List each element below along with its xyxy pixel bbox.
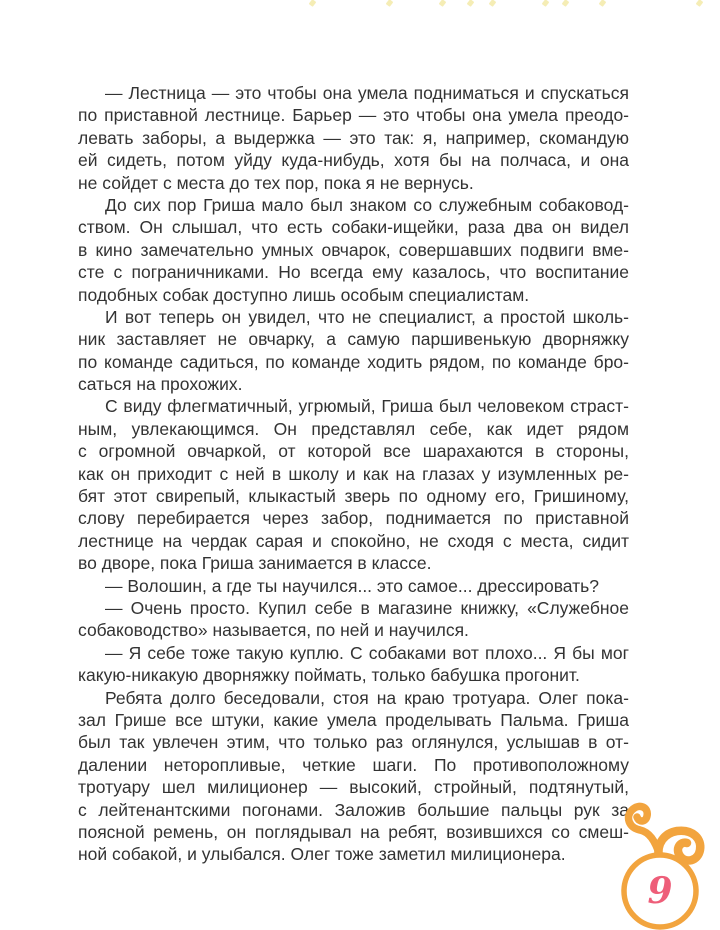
text-line: сте с пограничниками. Но всегда ему казалось, что воспитание xyxy=(78,262,629,283)
text-line: по команде садиться, по команде ходить рядом, по команде бро- xyxy=(78,351,629,372)
text-line: с лейтенантскими погонами. Заложив большие пальцы рук за xyxy=(78,799,629,820)
text-line: ей сидеть, потом уйду куда-нибудь, хотя бы на полчаса, и она xyxy=(78,150,629,171)
text-line: Ребята долго беседовали, стоя на краю тротуара. Олег пока- xyxy=(105,687,629,708)
text-line: — Лестница — это чтобы она умела подниматься и спускаться xyxy=(105,83,629,103)
text-line: тротуару шел милиционер — высокий, стройный, подтянутый, xyxy=(78,777,629,798)
text-line: с огромной овчаркой, от которой все шарахаются в стороны, xyxy=(78,441,629,462)
text-line: С виду флегматичный, угрюмый, Гриша был человеком страст- xyxy=(105,396,629,417)
paragraph xyxy=(78,306,629,396)
text-line: бят этот свирепый, клыкастый зверь по одному его, Гришиному, xyxy=(78,486,629,507)
top-dash xyxy=(309,0,317,7)
paragraph xyxy=(78,395,629,574)
text-line: как он приходит с ней в школу и как на глазах у изумленных ре- xyxy=(78,463,629,484)
paragraph xyxy=(78,575,629,597)
paragraph xyxy=(78,194,629,306)
text-line: был так увлечен этим, что только раз оглянулся, услышав в от- xyxy=(78,732,629,753)
top-dash xyxy=(542,0,550,7)
text-line: ной собакой, и улыбался. Олег тоже заметил милиционера. xyxy=(78,844,566,865)
paragraph xyxy=(78,687,629,866)
text-line: подобных собак доступно лишь особым специалистам. xyxy=(78,284,530,305)
paragraph xyxy=(78,642,629,687)
text-line: — Волошин, а где ты научился... это самое... дрессировать? xyxy=(105,575,600,596)
top-dash xyxy=(489,0,497,7)
text-line: поясной ремень, он поглядывал на ребят, возившихся со смеш- xyxy=(78,821,629,842)
top-dash xyxy=(439,0,447,7)
text-line: ством. Он слышал, что есть собаки-ищейки, раза два он видел xyxy=(78,217,629,238)
text-line: какую-никакую дворняжку поймать, только бабушка прогонит. xyxy=(78,665,580,686)
top-dash xyxy=(696,0,704,7)
text-line: во дворе, пока Гриша занимается в классе. xyxy=(78,553,432,574)
top-dash xyxy=(599,0,607,7)
paragraph xyxy=(78,597,629,642)
text-line: в кино замечательно умных овчарок, совершавших подвиги вме- xyxy=(78,239,629,260)
text-line: собаководство» называется, по ней и научился. xyxy=(78,620,469,641)
top-border-dashes xyxy=(0,0,720,10)
text-line: не сойдет с места до тех пор, пока я не вернусь. xyxy=(78,172,474,193)
text-block xyxy=(78,82,629,866)
text-line: ным, увлекающимся. Он представлял себе, как идет рядом xyxy=(78,418,629,439)
paragraph xyxy=(78,82,629,194)
text-line: И вот теперь он увидел, что не специалист, а простой школь- xyxy=(105,306,629,327)
top-dash xyxy=(386,0,394,7)
text-line: — Я себе тоже такую куплю. С собаками вот плохо... Я бы мог xyxy=(105,642,629,663)
text-line: по приставной лестнице. Барьер — это чтобы она умела преодо- xyxy=(78,105,629,126)
page-number: 9 xyxy=(647,870,673,912)
top-dash xyxy=(467,0,475,7)
text-line: лестнице на чердак сарая и спокойно, не сходя с места, сидит xyxy=(78,530,629,551)
text-line: зал Грише все штуки, какие умела проделывать Пальма. Гриша xyxy=(78,709,629,730)
page-number-ornament xyxy=(608,790,720,930)
text-line: — Очень просто. Купил себе в магазине книжку, «Служебное xyxy=(105,597,629,618)
text-line: слову перебирается через забор, поднимается по приставной xyxy=(78,508,629,529)
text-line: ник заставляет не овчарку, а самую паршивенькую дворняжку xyxy=(78,329,629,350)
text-line: саться на прохожих. xyxy=(78,374,243,395)
text-line: далении неторопливые, четкие шаги. По противоположному xyxy=(78,754,629,775)
top-dash xyxy=(562,0,570,7)
text-line: До сих пор Гриша мало был знаком со служебным собаковод- xyxy=(105,194,629,215)
text-line: левать заборы, а выдержка — это так: я, например, скомандую xyxy=(78,127,629,148)
